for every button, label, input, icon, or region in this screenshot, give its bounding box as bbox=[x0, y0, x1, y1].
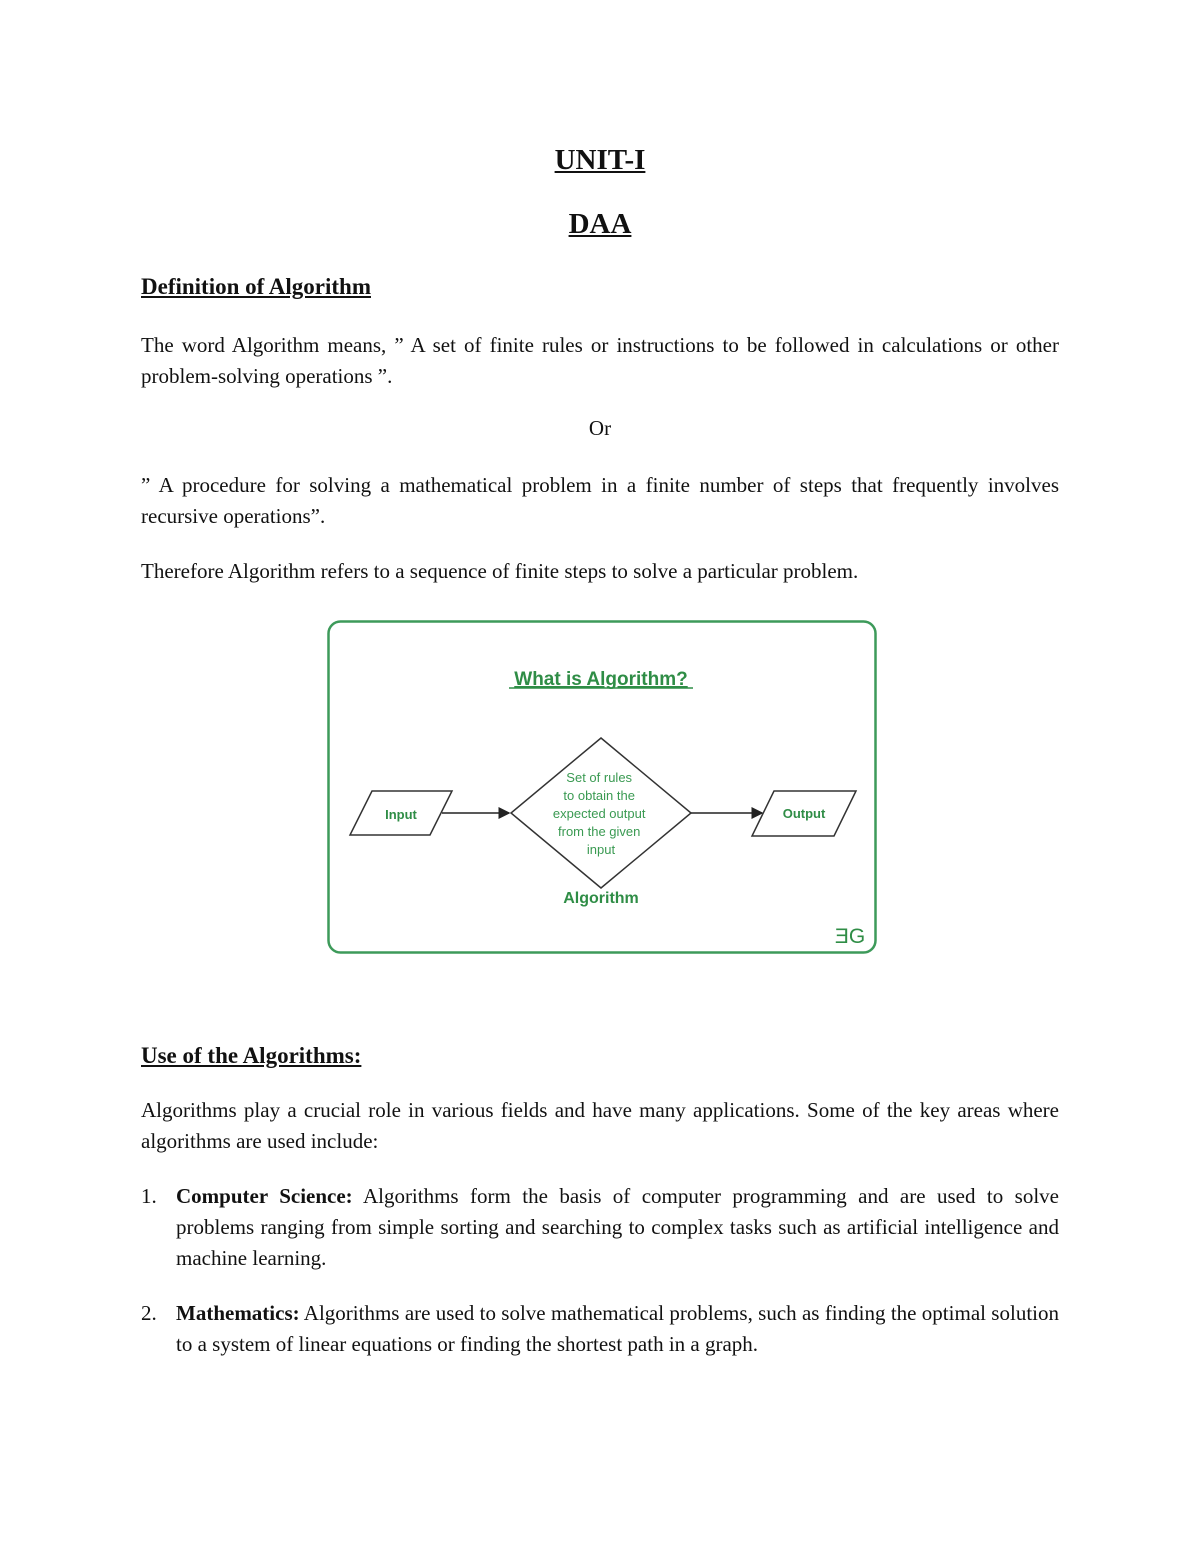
algorithm-diagram bbox=[327, 620, 877, 955]
unit-title: UNIT-I bbox=[554, 144, 646, 176]
rules-line: expected output bbox=[552, 806, 646, 821]
output-label: Output bbox=[782, 806, 826, 821]
definition-paragraph-3: Therefore Algorithm refers to a sequence of finite steps to solve a particular problem. bbox=[141, 559, 859, 583]
subject-title: DAA bbox=[568, 208, 632, 240]
list-text: Algorithms form the basis of computer programming and are used to solve problems ranging from simple sorting and searching to complex tasks such as artificial intelligence and machine learning. bbox=[176, 1184, 1059, 1270]
or-text: Or bbox=[588, 416, 612, 440]
uses-heading: Use of the Algorithms: bbox=[141, 1043, 362, 1068]
list-text: Algorithms are used to solve mathematical problems, such as finding the optimal solution to a system of linear equations or finding the shortest path in a graph. bbox=[176, 1301, 1059, 1356]
uses-intro: Algorithms play a crucial role in various fields and have many applications. Some of the key areas where algorithms are used include: bbox=[141, 1098, 1059, 1153]
list-number: 2. bbox=[141, 1301, 157, 1325]
list-item bbox=[141, 1181, 1059, 1274]
definition-paragraph-1: The word Algorithm means, ” A set of finite rules or instructions to be followed in calculations or other problem-solving operations ”. bbox=[141, 333, 1059, 388]
rules-line: Set of rules bbox=[566, 770, 633, 785]
definition-heading: Definition of Algorithm bbox=[141, 274, 371, 299]
algorithm-label: Algorithm bbox=[563, 890, 639, 907]
list-term: Computer Science: bbox=[176, 1184, 353, 1208]
gfg-logo: ƎG bbox=[834, 925, 866, 948]
diagram-title: What is Algorithm? bbox=[514, 669, 688, 690]
definition-paragraph-2: ” A procedure for solving a mathematical problem in a finite number of steps that frequently involves recursive operations”. bbox=[141, 473, 1059, 528]
rules-line: to obtain the bbox=[563, 788, 635, 803]
list-item bbox=[141, 1298, 1059, 1360]
input-label: Input bbox=[385, 807, 417, 822]
rules-line: from the given bbox=[558, 824, 641, 839]
list-term: Mathematics: bbox=[176, 1301, 300, 1325]
list-number: 1. bbox=[141, 1184, 157, 1208]
rules-line: input bbox=[586, 842, 616, 857]
